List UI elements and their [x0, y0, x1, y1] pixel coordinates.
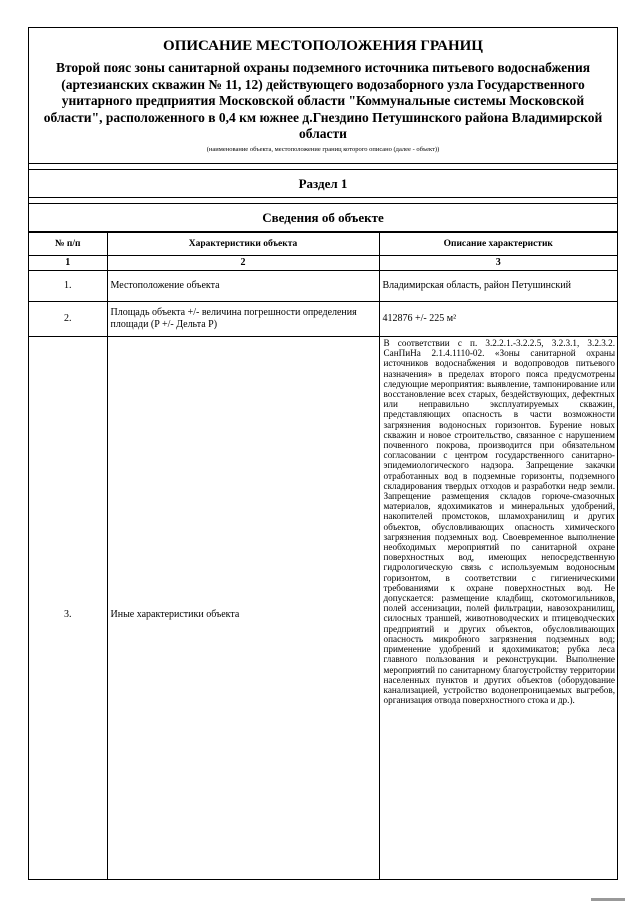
object-table [29, 232, 617, 880]
characteristic-name: Иные характеристики объекта [107, 337, 379, 881]
column-number: 2 [107, 256, 379, 271]
row-number: 1. [29, 271, 107, 302]
object-name: Второй пояс зоны санитарной охраны подземного источника питьевого водоснабжения (артезианских скважин № 11, 12) действующего водозаборного узла Государственного унитарного предприятия Московской области "Коммунальные системы Московской области", расположенного в 0,4 км южнее д.Гнездино Петушинского района Владимирской области [43, 60, 603, 141]
section-heading: Сведения об объекте [29, 204, 617, 232]
table-row [29, 271, 617, 302]
table-row [29, 337, 617, 881]
table-row [29, 302, 617, 337]
column-number: 3 [379, 256, 617, 271]
characteristic-value: 412876 +/- 225 м² [379, 302, 617, 337]
scan-artifact [591, 898, 625, 901]
section-title: Раздел 1 [29, 170, 617, 198]
column-header-characteristic: Характеристики объекта [107, 233, 379, 256]
characteristic-name: Площадь объекта +/- величина погрешности определения площади (P +/- Дельта P) [107, 302, 379, 337]
document-title: ОПИСАНИЕ МЕСТОПОЛОЖЕНИЯ ГРАНИЦ [163, 38, 483, 54]
row-number: 3. [29, 337, 107, 881]
column-header-description: Описание характеристик [379, 233, 617, 256]
row-number: 2. [29, 302, 107, 337]
characteristic-name: Местоположение объекта [107, 271, 379, 302]
characteristic-value: Владимирская область, район Петушинский [379, 271, 617, 302]
table-header-row [29, 233, 617, 256]
document-header [29, 28, 617, 164]
object-name-caption: (наименование объекта, местоположение границ которого описано (далее - объект)) [206, 145, 440, 153]
column-number-row [29, 256, 617, 271]
column-number: 1 [29, 256, 107, 271]
document-frame [28, 27, 618, 880]
characteristic-value: В соответствии с п. 3.2.2.1.-3.2.2.5, 3.2.3.1, 3.2.3.2. СанПиНа 2.1.4.1110-02. «Зоны санитарной охраны источников водоснабжения и водопроводов питьевого назначения» в пределах второго пояса предусмотрены следующие мероприятия: выявление, тампонирование или восстановление всех старых, бездействующих, дефектных или неправильно эксплуатируемых скважин, представляющих опасность в части возможности загрязнения водоносных горизонтов. Бурение новых скважин и новое строительство, связанное с нарушением почвенного покрова, производится при обязательном согласовании с центром государственного санитарно-эпидемиологического надзора. Запрещение закачки отработанных вод в подземные горизонты, подземного складирования твердых отходов и разработки недр земли. Запрещение размещения складов горюче-смазочных материалов, ядохимикатов и минеральных удобрений, накопителей промстоков, шламохранилищ и других объектов, обусловливающих опасность химического загрязнения подземных вод. Своевременное выполнение необходимых мероприятий по санитарной охране поверхностных вод, имеющих непосредственную гидрологическую связь с используемым водоносным горизонтом, в соответствии с гигиеническими требованиями к охране поверхностных вод. Не допускается: размещение кладбищ, скотомогильников, полей ассенизации, полей фильтрации, навозохранилищ, силосных траншей, животноводческих и птицеводческих предприятий и других объектов, обусловливающих опасность микробного загрязнения подземных вод; применение удобрений и ядохимикатов; рубка леса главного пользования и реконструкции. Выполнение мероприятий по санитарному благоустройству территории населенных пунктов и других объектов (оборудование канализацией, устройство водонепроницаемых выгребов, организация отвода поверхностного стока и др.). [379, 337, 617, 881]
column-header-number: № п/п [29, 233, 107, 256]
